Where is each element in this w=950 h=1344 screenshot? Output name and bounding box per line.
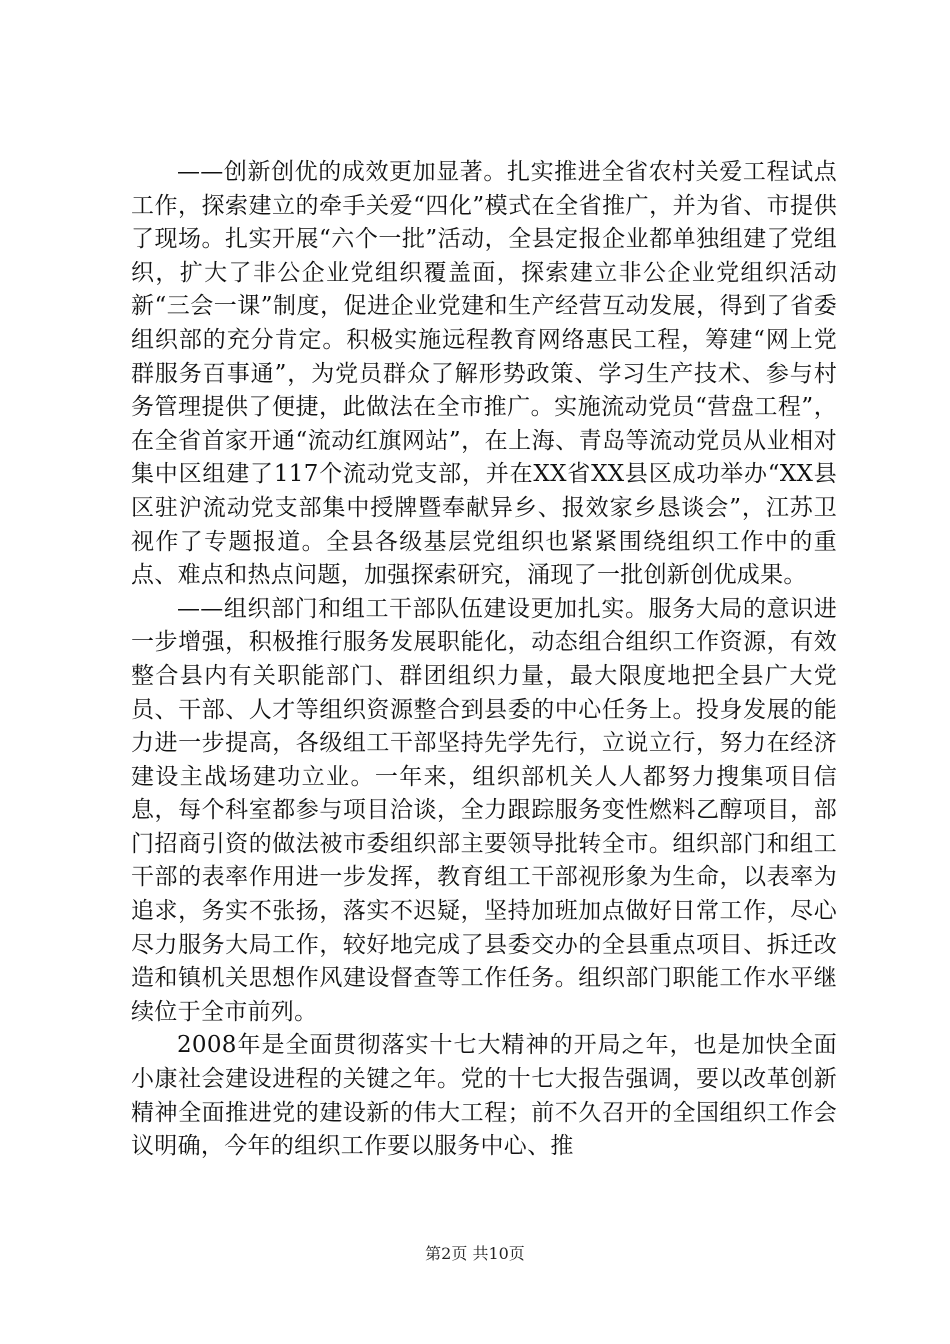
paragraph-cadre-team: ——组织部门和组工干部队伍建设更加扎实。服务大局的意识进一步增强，积极推行服务发展职能化，动态组合组织工作资源，有效整合县内有关职能部门、群团组织力量，最大限度地把全县广大党员、干部、人才等组织资源整合到县委的中心任务上。投身发展的能力进一步提高，各级组工干部坚持先学先行，立说立行，努力在经济建设主战场建功立业。一年来，组织部机关人人都努力搜集项目信息，每个科室都参与项目洽谈，全力跟踪服务变性燃料乙醇项目，部门招商引资的做法被市委组织部主要领导批转全市。组织部门和组工干部的表率作用进一步发挥，教育组工干部视形象为生命，以表率为追求，务实不张扬，落实不迟疑，坚持加班加点做好日常工作，尽心尽力服务大局工作，较好地完成了县委交办的全县重点项目、拆迁改造和镇机关思想作风建设督查等工作任务。组织部门职能工作水平继续位于全市前列。 [131, 595, 837, 1025]
paragraph-innovation: ——创新创优的成效更加显著。扎实推进全省农村关爱工程试点工作，探索建立的牵手关爱“四化”模式在全省推广，并为省、市提供了现场。扎实开展“六个一批”活动，全县定报企业都单独组建了党组织，扩大了非公企业党组织覆盖面，探索建立非公企业党组织活动新“三会一课”制度，促进企业党建和生产经营互动发展，得到了省委组织部的充分肯定。积极实施远程教育网络惠民工程，筹建“网上党群服务百事通”，为党员群众了解形势政策、学习生产技术、参与村务管理提供了便捷，此做法在全市推广。实施流动党员“营盘工程”，在全省首家开通“流动红旗网站”，在上海、青岛等流动党员从业相对集中区组建了117个流动党支部，并在XX省XX县区成功举办“XX县区驻沪流动党支部集中授牌暨奉献异乡、报效家乡恳谈会”，江苏卫视作了专题报道。全县各级基层党组织也紧紧围绕组织工作中的重点、难点和热点问题，加强探索研究，涌现了一批创新创优成果。 [131, 159, 837, 589]
document-body [131, 156, 837, 1164]
page-number-footer: 第2页 共10页 [425, 1244, 525, 1263]
paragraph-2008: 2008年是全面贯彻落实十七大精神的开局之年，也是加快全面小康社会建设进程的关键之年。党的十七大报告强调，要以改革创新精神全面推进党的建设新的伟大工程；前不久召开的全国组织工作会议明确，今年的组织工作要以服务中心、推 [131, 1032, 837, 1160]
